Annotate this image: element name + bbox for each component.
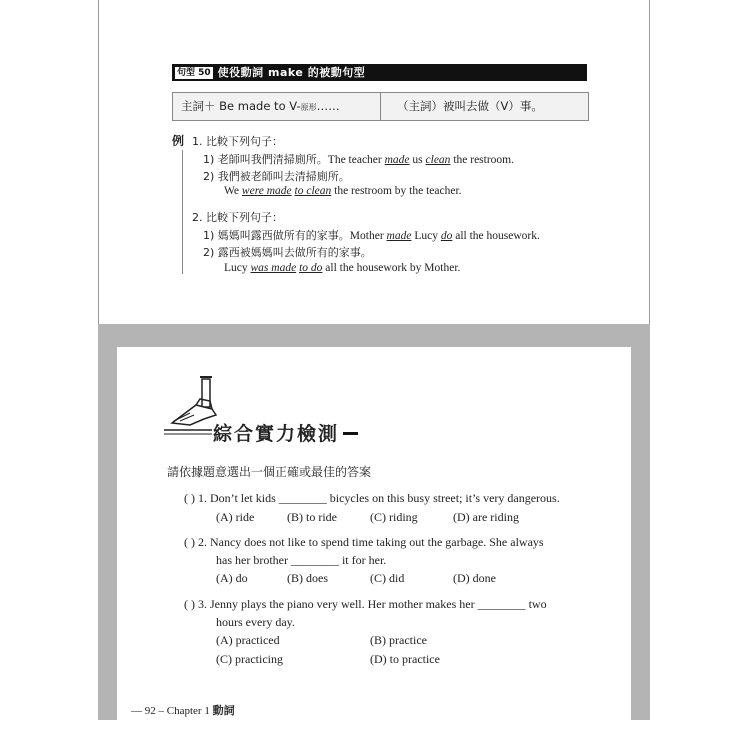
en-text: The teacher	[327, 154, 385, 166]
page-number: — 92 –	[131, 705, 164, 717]
en-text: all the housework by Mother.	[322, 262, 461, 274]
q2-option-a: (A) do	[216, 571, 248, 585]
formula-left	[173, 93, 381, 120]
question-2-line-1: ( ) 2. Nancy does not like to spend time taking out the garbage. She always	[184, 535, 544, 549]
section-title: 綜合實力檢測	[213, 423, 340, 445]
underlined-text: to do	[299, 262, 323, 274]
example-2-heading: 2. 比較下列句子：	[192, 211, 283, 224]
underlined-text: to clean	[294, 185, 332, 197]
instruction: 請依據題意選出一個正確或最佳的答案	[167, 465, 372, 479]
chapter-title: 動詞	[212, 704, 235, 717]
underlined-text: was made	[250, 262, 297, 274]
example-1-2-cjk: 2) 我們被老師叫去清掃廁所。	[203, 170, 350, 183]
q3-option-d: (D) to practice	[370, 652, 440, 666]
underlined-text: clean	[425, 154, 451, 166]
example-2-2-en	[224, 262, 460, 274]
pattern-tag: 句型 50	[174, 66, 214, 80]
underlined-text: made	[386, 230, 412, 242]
q2-option-b: (B) does	[287, 571, 328, 585]
underlined-text: made	[384, 154, 410, 166]
question-2-line-2: has her brother ________ it for her.	[216, 553, 387, 567]
en-text: Lucy	[224, 262, 251, 274]
en-text: We	[224, 185, 242, 197]
formula-box	[172, 92, 589, 121]
pattern-header-bar	[172, 64, 587, 81]
title-rule	[343, 432, 358, 435]
example-1-2-en	[224, 185, 462, 197]
en-text: the restroom by the teacher.	[331, 185, 462, 197]
cjk-text: 1) 媽媽叫露西做所有的家事。	[203, 229, 350, 242]
underlined-text: were made	[241, 185, 292, 197]
en-text: the restroom.	[450, 154, 514, 166]
q3-option-b: (B) practice	[370, 633, 427, 647]
formula-ellipsis: ……	[316, 99, 340, 113]
chapter-label: Chapter 1	[166, 705, 210, 717]
question-3-line-1: ( ) 3. Jenny plays the piano very well. Her mother makes her ________ two	[184, 597, 547, 611]
pattern-title: 使役動詞 make 的被動句型	[217, 66, 366, 79]
underlined-text: do	[440, 230, 453, 242]
q2-option-c: (C) did	[370, 571, 405, 585]
formula-small: 原形	[300, 103, 317, 112]
q2-option-d: (D) done	[453, 571, 496, 585]
q1-option-d: (D) are riding	[453, 510, 519, 524]
en-text: all the housework.	[452, 230, 540, 242]
question-1: ( ) 1. Don’t let kids ________ bicycles on this busy street; it’s very dangerous.	[184, 491, 560, 505]
example-1-1	[203, 151, 514, 167]
example-icon: 例	[172, 134, 185, 148]
q3-option-c: (C) practicing	[216, 652, 283, 666]
example-2-1	[203, 227, 540, 243]
example-rule	[182, 150, 183, 274]
en-text: Mother	[349, 230, 387, 242]
example-1-heading: 1. 比較下列句子：	[192, 135, 283, 148]
q1-option-a: (A) ride	[216, 510, 255, 524]
en-text: Lucy	[411, 230, 441, 242]
example-2-2-cjk: 2) 露西被媽媽叫去做所有的家事。	[203, 246, 372, 259]
formula-text: 主詞＋ Be made to V-	[181, 99, 301, 113]
cjk-text: 1) 老師叫我們清掃廁所。	[203, 153, 328, 166]
q1-option-c: (C) riding	[370, 510, 418, 524]
formula-right: （主詞）被叫去做（V）事。	[397, 99, 543, 113]
q1-option-b: (B) to ride	[287, 510, 337, 524]
en-text: us	[409, 154, 426, 166]
q3-option-a: (A) practiced	[216, 633, 280, 647]
page-footer	[131, 702, 235, 718]
question-3-line-2: hours every day.	[216, 615, 295, 629]
